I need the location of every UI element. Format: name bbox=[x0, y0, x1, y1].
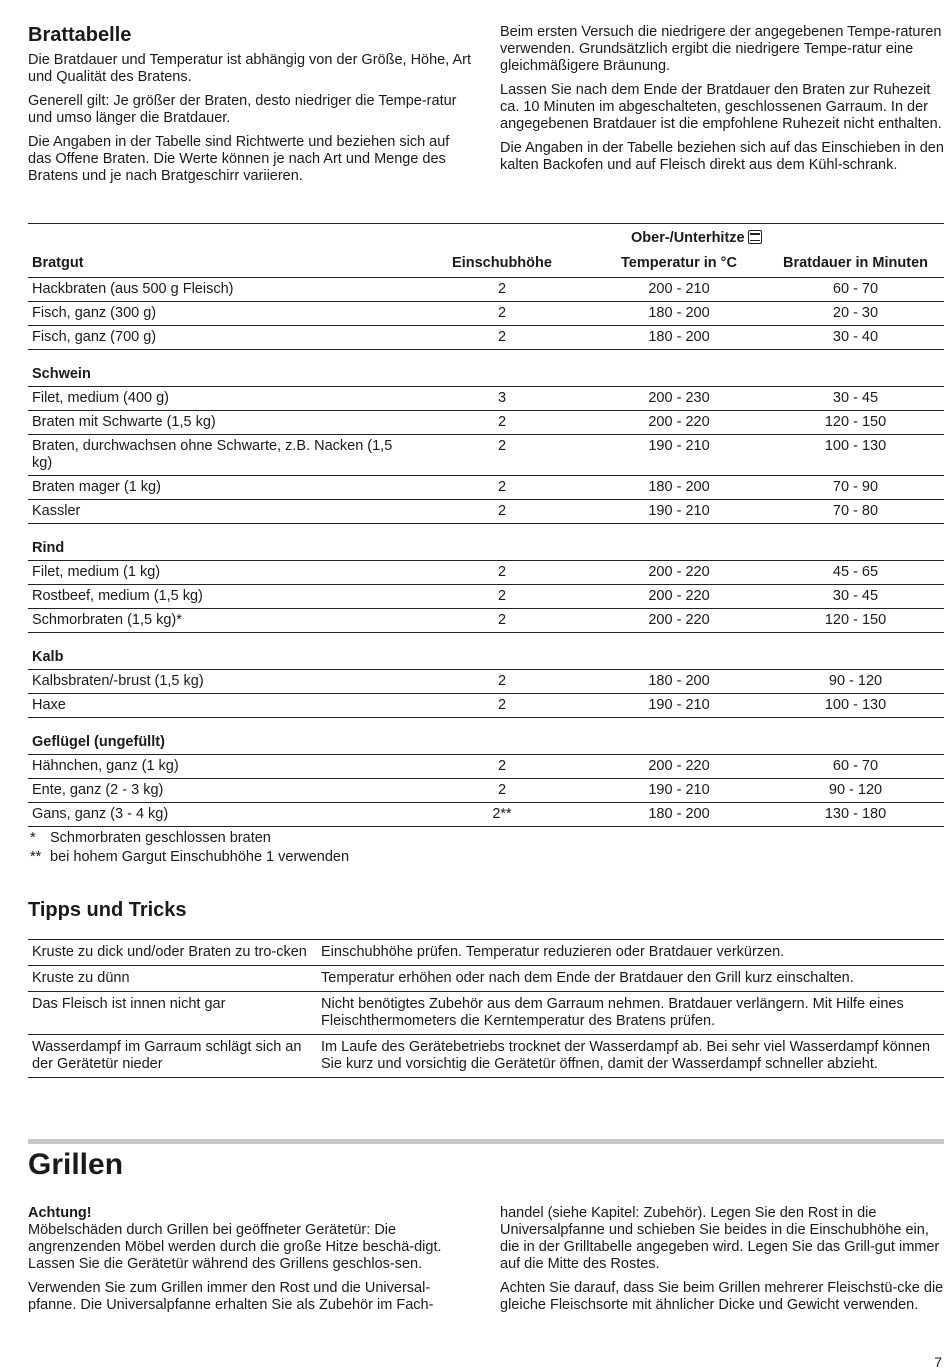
cell-bratdauer: 30 - 45 bbox=[767, 387, 944, 411]
cell-einschubhoehe: 2 bbox=[413, 609, 591, 633]
cell-bratgut: Filet, medium (1 kg) bbox=[28, 561, 413, 585]
table-row bbox=[28, 387, 944, 411]
table-row bbox=[28, 302, 944, 326]
intro-left-column bbox=[28, 52, 473, 192]
cell-einschubhoehe: 3 bbox=[413, 387, 591, 411]
cell-einschubhoehe: 2 bbox=[413, 561, 591, 585]
cell-temperatur: 180 - 200 bbox=[591, 803, 767, 827]
warning-label: Achtung! bbox=[28, 1205, 92, 1221]
cell-bratdauer: 45 - 65 bbox=[767, 561, 944, 585]
category-label: Rind bbox=[28, 524, 944, 561]
cell-bratgut: Ente, ganz (2 - 3 kg) bbox=[28, 779, 413, 803]
cell-temperatur: 200 - 230 bbox=[591, 387, 767, 411]
tips-remedy: Nicht benötigtes Zubehör aus dem Garraum nehmen. Bratdauer verlängern. Mit Hilfe eines Fleischthermometers die Kerntemperatur des Bratens prüfen. bbox=[317, 992, 944, 1035]
cell-temperatur: 180 - 200 bbox=[591, 326, 767, 350]
cell-bratgut: Schmorbraten (1,5 kg)* bbox=[28, 609, 413, 633]
cell-bratdauer: 70 - 80 bbox=[767, 500, 944, 524]
footnote-mark: * bbox=[30, 830, 36, 846]
footnote bbox=[30, 848, 349, 867]
col-bratdauer: Bratdauer in Minuten bbox=[782, 255, 928, 271]
category-row bbox=[28, 350, 944, 387]
cell-einschubhoehe: 2 bbox=[413, 411, 591, 435]
cell-bratgut: Filet, medium (400 g) bbox=[28, 387, 413, 411]
section-divider-bar bbox=[28, 1139, 944, 1144]
tips-problem: Das Fleisch ist innen nicht gar bbox=[28, 992, 317, 1035]
table-row bbox=[28, 694, 944, 718]
cell-temperatur: 190 - 210 bbox=[591, 779, 767, 803]
cell-bratdauer: 120 - 150 bbox=[767, 411, 944, 435]
footnote-text: Schmorbraten geschlossen braten bbox=[50, 830, 271, 846]
cell-bratgut: Braten mit Schwarte (1,5 kg) bbox=[28, 411, 413, 435]
cell-einschubhoehe: 2 bbox=[413, 694, 591, 718]
mode-header-label: Ober-/Unterhitze bbox=[631, 230, 745, 246]
grillen-title: Grillen bbox=[28, 1148, 124, 1181]
paragraph: Beim ersten Versuch die niedrigere der angegebenen Tempe-raturen verwenden. Grundsätzlich ergibt die niedrigere Tempe-ratur eine gleichmäßigere Bräunung. bbox=[500, 24, 942, 74]
tips-row bbox=[28, 940, 944, 966]
paragraph: Verwenden Sie zum Grillen immer den Rost und die Universal-pfanne. Die Universalpfanne erhalten Sie als Zubehör im Fach- bbox=[28, 1280, 434, 1313]
cell-temperatur: 200 - 220 bbox=[591, 609, 767, 633]
footnote bbox=[30, 829, 349, 848]
tips-remedy: Im Laufe des Gerätebetriebs trocknet der Wasserdampf ab. Bei sehr viel Wasserdampf können Sie kurz und vorsichtig die Gerätetür öffnen, damit der Wasserdampf schneller abzieht. bbox=[317, 1035, 944, 1078]
cell-temperatur: 190 - 210 bbox=[591, 694, 767, 718]
brattabelle-title: Brattabelle bbox=[28, 24, 132, 46]
cell-einschubhoehe: 2 bbox=[413, 435, 591, 476]
tips-remedy: Temperatur erhöhen oder nach dem Ende der Bratdauer den Grill kurz einschalten. bbox=[317, 966, 944, 992]
cell-temperatur: 200 - 220 bbox=[591, 585, 767, 609]
paragraph: Die Bratdauer und Temperatur ist abhängig von der Größe, Höhe, Art und Qualität des Bratens. bbox=[28, 52, 472, 85]
category-label: Geflügel (ungefüllt) bbox=[28, 718, 944, 755]
cell-einschubhoehe: 2** bbox=[413, 803, 591, 827]
tips-row bbox=[28, 992, 944, 1035]
cell-bratdauer: 70 - 90 bbox=[767, 476, 944, 500]
cell-temperatur: 190 - 210 bbox=[591, 435, 767, 476]
cell-einschubhoehe: 2 bbox=[413, 670, 591, 694]
mode-header bbox=[591, 224, 944, 249]
page-number: 7 bbox=[934, 1354, 942, 1370]
col-einschubhoehe: Einschubhöhe bbox=[452, 255, 552, 271]
table-row bbox=[28, 435, 944, 476]
cell-bratgut: Kalbsbraten/-brust (1,5 kg) bbox=[28, 670, 413, 694]
cell-bratdauer: 20 - 30 bbox=[767, 302, 944, 326]
tips-problem: Wasserdampf im Garraum schlägt sich an der Gerätetür nieder bbox=[28, 1035, 317, 1078]
cell-bratdauer: 100 - 130 bbox=[767, 435, 944, 476]
cell-temperatur: 200 - 220 bbox=[591, 561, 767, 585]
category-label: Kalb bbox=[28, 633, 944, 670]
cell-temperatur: 180 - 200 bbox=[591, 302, 767, 326]
cell-bratdauer: 120 - 150 bbox=[767, 609, 944, 633]
table-row bbox=[28, 326, 944, 350]
cell-bratdauer: 30 - 45 bbox=[767, 585, 944, 609]
paragraph: Die Angaben in der Tabelle beziehen sich auf das Einschieben in den kalten Backofen und auf Fleisch direkt aus dem Kühl-schrank. bbox=[500, 140, 944, 173]
cell-bratdauer: 30 - 40 bbox=[767, 326, 944, 350]
tips-table bbox=[28, 939, 944, 1078]
table-row bbox=[28, 585, 944, 609]
tips-title: Tipps und Tricks bbox=[28, 899, 187, 921]
category-row bbox=[28, 633, 944, 670]
category-row bbox=[28, 718, 944, 755]
table-row bbox=[28, 779, 944, 803]
table-row bbox=[28, 609, 944, 633]
footnote-mark: ** bbox=[30, 849, 42, 865]
cell-bratgut: Fisch, ganz (700 g) bbox=[28, 326, 413, 350]
grill-right-column bbox=[500, 1205, 945, 1321]
cell-einschubhoehe: 2 bbox=[413, 585, 591, 609]
tips-problem: Kruste zu dünn bbox=[28, 966, 317, 992]
cell-einschubhoehe: 2 bbox=[413, 755, 591, 779]
table-row bbox=[28, 278, 944, 302]
paragraph: Lassen Sie nach dem Ende der Bratdauer den Braten zur Ruhezeit ca. 10 Minuten im abgeschalteten, geschlossenen Garraum. In der angegebenen Bratdauer ist die empfohlene Ruhezeit nicht enthalten. bbox=[500, 82, 942, 132]
paragraph: Achten Sie darauf, dass Sie beim Grillen mehrerer Fleischstü-cke die gleiche Fleischsorte mit ähnlicher Dicke und Gewicht verwenden. bbox=[500, 1280, 944, 1313]
cell-bratdauer: 130 - 180 bbox=[767, 803, 944, 827]
cell-bratgut: Fisch, ganz (300 g) bbox=[28, 302, 413, 326]
cell-einschubhoehe: 2 bbox=[413, 500, 591, 524]
cell-bratgut: Braten, durchwachsen ohne Schwarte, z.B. Nacken (1,5 kg) bbox=[28, 435, 413, 476]
cell-bratdauer: 90 - 120 bbox=[767, 779, 944, 803]
roast-table bbox=[28, 224, 944, 827]
cell-bratdauer: 60 - 70 bbox=[767, 755, 944, 779]
category-label: Schwein bbox=[28, 350, 944, 387]
top-bottom-heat-icon bbox=[748, 230, 762, 244]
tips-row bbox=[28, 1035, 944, 1078]
cell-bratdauer: 60 - 70 bbox=[767, 278, 944, 302]
tips-problem: Kruste zu dick und/oder Braten zu tro-cken bbox=[28, 940, 317, 966]
paragraph: Generell gilt: Je größer der Braten, desto niedriger die Tempe-ratur und umso länger die Bratdauer. bbox=[28, 93, 457, 126]
cell-bratgut: Braten mager (1 kg) bbox=[28, 476, 413, 500]
table-row bbox=[28, 411, 944, 435]
col-temperatur: Temperatur in °C bbox=[621, 255, 737, 271]
cell-temperatur: 200 - 220 bbox=[591, 411, 767, 435]
cell-einschubhoehe: 2 bbox=[413, 278, 591, 302]
tips-row bbox=[28, 966, 944, 992]
cell-bratgut: Hähnchen, ganz (1 kg) bbox=[28, 755, 413, 779]
footnotes bbox=[30, 829, 349, 867]
cell-bratgut: Haxe bbox=[28, 694, 413, 718]
tips-remedy: Einschubhöhe prüfen. Temperatur reduzieren oder Bratdauer verkürzen. bbox=[317, 940, 944, 966]
paragraph: Die Angaben in der Tabelle sind Richtwerte und beziehen sich auf das Offene Braten. Die Werte können je nach Art und Menge des Bratens und je nach Bratgeschirr variieren. bbox=[28, 134, 450, 184]
cell-bratdauer: 100 - 130 bbox=[767, 694, 944, 718]
cell-bratgut: Kassler bbox=[28, 500, 413, 524]
table-row bbox=[28, 755, 944, 779]
cell-temperatur: 180 - 200 bbox=[591, 670, 767, 694]
col-bratgut: Bratgut bbox=[32, 255, 84, 271]
intro-right-column bbox=[500, 24, 945, 181]
cell-temperatur: 200 - 220 bbox=[591, 755, 767, 779]
cell-temperatur: 180 - 200 bbox=[591, 476, 767, 500]
paragraph: handel (siehe Kapitel: Zubehör). Legen Sie den Rost in die Universalpfanne und schieben Sie beides in die Einschubhöhe ein, die in der Grilltabelle angegeben wird. Legen Sie das Grill-gut immer auf die Mitte des Rostes. bbox=[500, 1205, 940, 1272]
cell-temperatur: 190 - 210 bbox=[591, 500, 767, 524]
table-row bbox=[28, 561, 944, 585]
cell-einschubhoehe: 2 bbox=[413, 779, 591, 803]
table-row bbox=[28, 476, 944, 500]
category-row bbox=[28, 524, 944, 561]
cell-einschubhoehe: 2 bbox=[413, 302, 591, 326]
cell-temperatur: 200 - 210 bbox=[591, 278, 767, 302]
cell-bratgut: Rostbeef, medium (1,5 kg) bbox=[28, 585, 413, 609]
table-row bbox=[28, 500, 944, 524]
cell-einschubhoehe: 2 bbox=[413, 326, 591, 350]
paragraph: Möbelschäden durch Grillen bei geöffneter Gerätetür: Die angrenzenden Möbel werden durch die große Hitze beschä-digt. Lassen Sie die Gerätetür während des Grillens geschlos-sen. bbox=[28, 1222, 442, 1272]
cell-bratgut: Gans, ganz (3 - 4 kg) bbox=[28, 803, 413, 827]
grill-left-column bbox=[28, 1205, 473, 1321]
cell-bratgut: Hackbraten (aus 500 g Fleisch) bbox=[28, 278, 413, 302]
table-row bbox=[28, 803, 944, 827]
table-row bbox=[28, 670, 944, 694]
footnote-text: bei hohem Gargut Einschubhöhe 1 verwenden bbox=[50, 849, 350, 865]
cell-einschubhoehe: 2 bbox=[413, 476, 591, 500]
cell-bratdauer: 90 - 120 bbox=[767, 670, 944, 694]
